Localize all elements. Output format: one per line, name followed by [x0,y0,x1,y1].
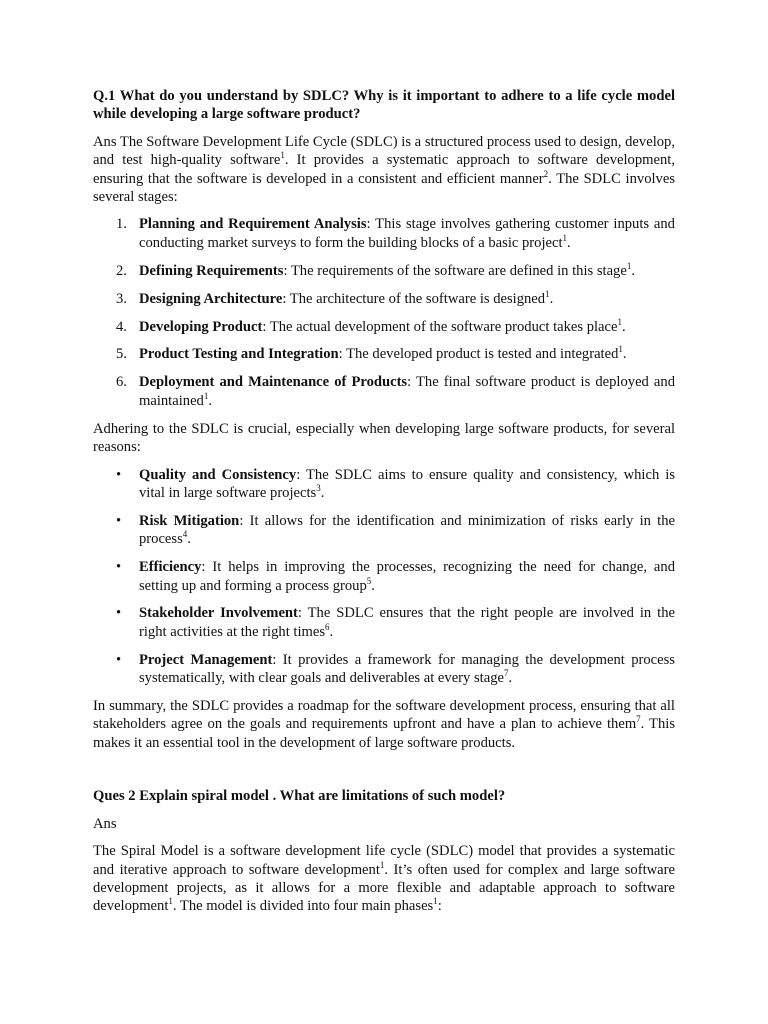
spiral-model-paragraph: The Spiral Model is a software development life cycle (SDLC) model that provides a systematic and iterative approach to software development$^1$. It’s often used for complex and large software development projects, as it allows for a more flexible and adaptable approach to software development$^1$. The model is divided into four main phases$^1$: [93,843,675,915]
bullet-icon: • [116,466,122,483]
summary-paragraph: In summary, the SDLC provides a roadmap for the software development process, ensuring that all stakeholders agree on the goals and requirements upfront and have a plan to achieve them$^7$. This makes it an essential tool in the development of large software products. [93,698,675,751]
footnote-ref: 1 [618,344,623,355]
list-item: • Quality and Consistency: The SDLC aims to ensure quality and consistency, which is vital in large software projects$^3$. [116,466,675,501]
list-item-term: Deployment and Maintenance of Products [139,374,408,391]
footnote-ref: 1 [280,150,285,161]
list-item-term: Defining Requirements [139,262,284,279]
footnote-ref: 1 [433,896,438,907]
footnote-ref: 1 [562,232,568,243]
footnote-ref: 1 [168,896,173,907]
list-number: 6. [116,374,127,391]
footnote-ref: 6 [325,621,330,632]
list-item: 6. Deployment and Maintenance of Products: The final software product is deployed and maintained$^1$. [116,374,675,409]
list-item: 3. Designing Architecture: The architecture of the software is designed$^1$. [116,288,554,307]
list-item: 2. Defining Requirements: The requirements of the software are defined in this stage$^1$. [116,260,635,279]
list-item-term: Developing Product [139,318,263,335]
list-item: • Risk Mitigation: It allows for the identification and minimization of risks early in the process$^4$. [116,512,675,548]
question-2-title: Ques 2 Explain spiral model . What are limitations of such model? [93,788,506,805]
footnote-ref: 5 [366,575,372,586]
footnote-ref: 7 [636,714,641,725]
list-item-term: Project Management [139,651,273,668]
question-1-answer-intro: Ans The Software Development Life Cycle (SDLC) is a structured process used to design, develop, and test high-quality software$^1$. It provides a systematic approach to software development, ensuring that the software is developed in a consistent and efficient manner$^2$. The SDLC involves several stages: [93,133,675,206]
section-spacer [93,761,675,787]
list-item-term: Risk Mitigation [139,512,240,529]
list-item: 4. Developing Product: The actual development of the software product takes place$^1$. [116,316,626,335]
list-item: • Efficiency: It helps in improving the processes, recognizing the need for change, and setting up and forming a process group$^5$. [116,559,675,594]
footnote-ref: 1 [545,288,550,299]
footnote-ref: 1 [617,316,622,327]
footnote-ref: 1 [203,390,209,401]
list-item: • Stakeholder Involvement: The SDLC ensures that the right people are involved in the right activities at the right times$^6$. [116,605,675,640]
list-item: 1. Planning and Requirement Analysis: This stage involves gathering customer inputs and conducting market surveys to form the building blocks of a basic project$^1$. [116,216,675,251]
footnote-ref: 2 [543,168,549,179]
list-item-term: Efficiency [139,559,202,576]
question-1-title: Q.1 What do you understand by SDLC? Why is it important to adhere to a life cycle model while developing a large software product? [93,88,675,123]
list-item-term: Product Testing and Integration [139,346,339,363]
list-number: 1. [116,216,127,233]
bullet-icon: • [116,512,122,529]
bullet-icon: • [116,605,122,622]
answer-label: Ans [93,815,117,832]
footnote-ref: 1 [626,260,632,271]
list-item-term: Quality and Consistency [139,466,297,483]
list-item-term: Planning and Requirement Analysis [139,216,367,233]
footnote-ref: 3 [316,483,321,494]
list-number: 4. [116,318,127,335]
footnote-ref: 4 [182,529,188,540]
list-number: 5. [116,346,127,363]
adhering-paragraph: Adhering to the SDLC is crucial, especially when developing large software products, for several reasons: [93,420,675,456]
footnote-ref: 1 [379,859,385,870]
bullet-icon: • [116,559,122,576]
footnote-ref: 7 [503,668,509,679]
list-item: • Project Management: It provides a framework for managing the development process systematically, with clear goals and deliverables at every stage$^7$. [116,651,675,687]
list-item-term: Stakeholder Involvement [139,605,298,622]
list-number: 2. [116,262,127,279]
list-number: 3. [116,290,127,307]
list-item-term: Designing Architecture [139,290,283,307]
reasons-list [93,466,675,688]
list-item: 5. Product Testing and Integration: The developed product is tested and integrated$^1$. [116,344,627,363]
sdlc-stages-list [93,215,675,410]
bullet-icon: • [116,651,122,668]
